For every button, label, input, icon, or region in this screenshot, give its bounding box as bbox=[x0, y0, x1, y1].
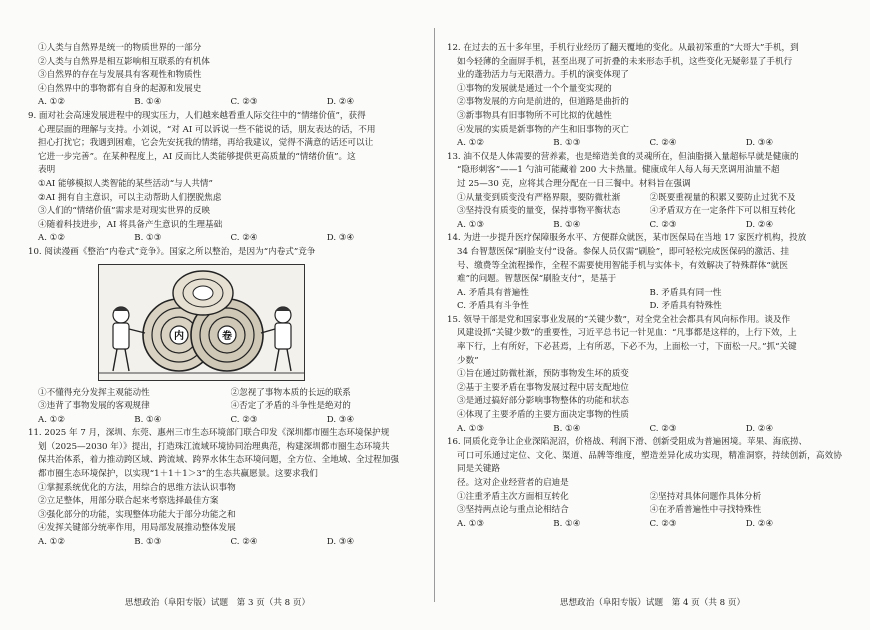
question-text: 风建设抓“关键少数”的重要性，习近平总书记一针见血：“凡事都是这样的，上行下效，上 bbox=[457, 328, 797, 339]
option-line: ②事物发展的方向是前进的，但道路是曲折的 bbox=[457, 97, 629, 108]
option-line: ③坚持没有质变的量变，保持事物平衡状态 bbox=[457, 206, 621, 217]
option-line: ③新事物具有旧事物所不可比拟的优越性 bbox=[457, 110, 612, 121]
choice-d: D. ②④ bbox=[745, 423, 774, 434]
question-text: 12. 在过去的五十多年里，手机行业经历了翻天覆地的变化。从最初笨重的“大哥大”手机，到 bbox=[447, 43, 799, 53]
question-8-choices bbox=[28, 96, 423, 110]
choice-d: D. ③④ bbox=[326, 233, 355, 244]
option-line: ②人类与自然界是相互影响相互联系的有机体 bbox=[38, 56, 210, 67]
question-text: 率下行，上有所好，下必甚焉，上有所恶，下必不为，上面松一寸，下面松一尺。”抓“关键 bbox=[457, 342, 797, 353]
question-text: 表明 bbox=[38, 165, 56, 176]
option-line: ①掌握系统优化的方法，用综合的思维方法认识事物 bbox=[38, 482, 236, 493]
comic-label-juan: 卷 bbox=[222, 330, 232, 342]
question-text: 号、缴费等全流程操作，全程不需要使用智能手机与实体卡，有效解决了特殊群体“就医 bbox=[457, 260, 788, 271]
question-10 bbox=[28, 246, 423, 427]
question-14 bbox=[447, 232, 842, 314]
question-11 bbox=[28, 427, 423, 549]
choice-a: A. ①② bbox=[38, 233, 66, 244]
question-text: 11. 2025 年 7 月，深圳、东莞、惠州三市生态环境部门联合印发《深圳都市圈生态环境保护规 bbox=[28, 428, 390, 439]
option-line: ④否定了矛盾的斗争性是绝对的 bbox=[230, 401, 351, 412]
question-16 bbox=[447, 436, 842, 531]
question-text: 都市圈生态环境保护，以实现“1＋1＋1＞3”的生态共赢愿景。这要求我们 bbox=[38, 469, 318, 480]
question-text: 难”的问题。智慧医保“刷脸支付”，是基于 bbox=[457, 274, 617, 285]
option-line: ①人类与自然界是统一的物质世界的一部分 bbox=[38, 43, 202, 53]
option-line: ②立足整体，用部分联合起来考察选择最佳方案 bbox=[38, 496, 219, 507]
page-footer: 思想政治（阜阳专版）试题 第 3 页（共 8 页） bbox=[124, 598, 311, 608]
choice-b: B. ①③ bbox=[134, 537, 162, 548]
exam-page-4 bbox=[435, 0, 870, 630]
option-line: ②坚持对具体问题作具体分析 bbox=[649, 491, 762, 502]
question-12 bbox=[447, 42, 842, 151]
comic-drawing bbox=[99, 265, 304, 380]
choice-d: D. ②④ bbox=[745, 219, 774, 230]
option-line: D. 矛盾具有特殊性 bbox=[649, 301, 722, 312]
option-line: ①不懂得充分发挥主观能动性 bbox=[38, 387, 150, 398]
spiral-roll-top bbox=[173, 271, 233, 315]
choice-c: C. ②③ bbox=[649, 219, 677, 230]
question-text: “隐形刺客”——1 勺油可能藏着 200 大卡热量。健康成年人每人每天烹调用油量不超 bbox=[457, 165, 780, 176]
choice-a: A. ①③ bbox=[457, 518, 485, 529]
question-15 bbox=[447, 314, 842, 436]
comic-illustration bbox=[98, 264, 305, 381]
option-line: ④随着科技进步，AI 将具备产生意识的生理基础 bbox=[38, 219, 223, 230]
choice-b: B. ①④ bbox=[553, 518, 581, 529]
choice-b: B. ①④ bbox=[553, 423, 581, 434]
question-text: 14. 为进一步提升医疗保障服务水平、方便群众就医，某市医保局在当地 17 家医疗机构，投放 bbox=[447, 233, 807, 244]
question-text: 业的蓬勃活力与无限潜力。手机的演变体现了 bbox=[457, 70, 629, 81]
choice-b: B. ①③ bbox=[553, 138, 581, 149]
option-line: ③违背了事物发展的客观规律 bbox=[38, 401, 150, 412]
question-text: 可口可乐通过定位、文化、渠道、品牌等维度，塑造差异化成功实现，精准洞察，持续创新，高效协同是关键路 bbox=[457, 450, 842, 475]
choice-c: C. ②③ bbox=[649, 518, 677, 529]
question-text: 保共治体系，着力推动跨区域、跨流域、跨界水体生态环境问题，全方位、全地域、全过程加强 bbox=[38, 455, 399, 466]
question-text: 如今轻薄的全面屏手机，甚至出现了可折叠的未来形态手机，这些变化无疑彰显了手机行 bbox=[457, 56, 793, 67]
choice-b: B. ①③ bbox=[134, 233, 162, 244]
choice-d: D. ③④ bbox=[745, 138, 774, 149]
option-line: ④自然界中的事物都有自身的起源和发展史 bbox=[38, 83, 202, 94]
option-line: ③坚持两点论与重点论相结合 bbox=[457, 505, 569, 516]
comic-label-nei: 内 bbox=[174, 330, 184, 342]
option-line: ②AI 拥有自主意识，可以主动帮助人们摆脱焦虑 bbox=[38, 192, 222, 203]
option-line: ①事物的发展就是通过一个个量变实现的 bbox=[457, 83, 612, 94]
option-line: ③强化部分的功能，实现整体功能大于部分功能之和 bbox=[38, 509, 236, 520]
option-line: ③是通过搞好部分影响事物整体的功能和状态 bbox=[457, 396, 629, 407]
person-right bbox=[261, 307, 291, 371]
option-line: ④在矛盾普遍性中寻找特殊性 bbox=[649, 505, 762, 516]
choice-c: C. ②③ bbox=[230, 414, 258, 425]
choice-a: A. ①② bbox=[38, 414, 66, 425]
choice-a: A. ①② bbox=[457, 138, 485, 149]
choice-a: A. ①② bbox=[38, 537, 66, 548]
question-text: 10. 阅读漫画《整治“内卷式”竞争》。国家之所以整治，是因为“内卷式”竞争 bbox=[28, 246, 316, 257]
choice-c: C. ②④ bbox=[230, 233, 258, 244]
choice-c: C. ②③ bbox=[649, 423, 677, 434]
question-13-choices bbox=[447, 219, 842, 233]
question-text: 径。这对企业经营者的启迪是 bbox=[457, 478, 569, 488]
choice-d: D. ②④ bbox=[745, 518, 774, 529]
question-10-choices bbox=[28, 414, 423, 428]
option-line: C. 矛盾具有斗争性 bbox=[457, 301, 529, 312]
page-footer: 思想政治（阜阳专版）试题 第 4 页（共 8 页） bbox=[559, 598, 746, 608]
question-text: 心理层面的理解与支持。小刘说，“对 AI 可以诉说一些不能说的话，朋友表达的话，不用 bbox=[38, 124, 376, 135]
question-14-options bbox=[447, 287, 842, 314]
choice-a: A. ①③ bbox=[457, 219, 485, 230]
question-13 bbox=[447, 151, 842, 233]
option-line: B. 矛盾具有同一性 bbox=[649, 287, 722, 298]
option-line: ③自然界的存在与发展具有客观性和物质性 bbox=[38, 70, 202, 81]
option-line: ①AI 能够模拟人类智能的某些活动“与人共情” bbox=[38, 178, 213, 189]
option-line: ②忽视了事物本质的长远的联系 bbox=[230, 387, 351, 398]
choice-d: D. ②④ bbox=[326, 97, 355, 108]
option-line: ④发挥关键部分统率作用，用局部发展推动整体发展 bbox=[38, 523, 236, 534]
option-line: A. 矛盾具有普遍性 bbox=[457, 287, 529, 298]
question-11-choices bbox=[28, 536, 423, 550]
question-text: 16. 同质化竞争让企业深陷泥沼，价格战、利润下滑、创新受阻成为普遍困境。苹果、海底捞、 bbox=[447, 437, 808, 448]
choice-b: B. ①④ bbox=[134, 97, 162, 108]
question-text: 34 台智慧医保“刷脸支付”设备。参保人员仅需“刷脸”，即可轻松完成医保码的激活、挂 bbox=[457, 246, 790, 257]
choice-d: D. ③④ bbox=[326, 537, 355, 548]
question-text: 过 25—30 克，应将其合理分配在一日三餐中。材料旨在强调 bbox=[457, 178, 691, 189]
question-text: 13. 油不仅是人体需要的营养素，也是缔造美食的灵魂所在，但油脂摄入量超标早就是健康的 bbox=[447, 151, 799, 162]
option-line: ②既要重视量的积累又要防止过犹不及 bbox=[649, 192, 796, 203]
choice-b: B. ①④ bbox=[553, 219, 581, 230]
question-text: 15. 领导干部是党和国家事业发展的“关键少数”，对全党全社会都具有风向标作用。谈及作 bbox=[447, 314, 791, 325]
question-12-choices bbox=[447, 137, 842, 151]
choice-c: C. ②④ bbox=[230, 537, 258, 548]
choice-a: A. ①③ bbox=[457, 423, 485, 434]
option-line: ④体现了主要矛盾的主要方面决定事物的性质 bbox=[457, 410, 629, 421]
person-left bbox=[113, 307, 145, 371]
question-text: 担心打扰它；我遇到困难，它会先安抚我的情绪，再给我建议，觉得不满意的话还可以让 bbox=[38, 138, 374, 149]
question-9-choices bbox=[28, 232, 423, 246]
choice-c: C. ②③ bbox=[230, 97, 258, 108]
question-text: 划（2025—2030 年）》提出，打造珠江流域环境协同治理典范，构建深圳都市圈生态环境共 bbox=[38, 441, 390, 452]
option-line: ①从量变到质变没有严格界限，要防微杜渐 bbox=[457, 192, 621, 203]
question-16-options bbox=[447, 491, 842, 518]
option-line: ①旨在通过防微杜渐，预防事物发生坏的质变 bbox=[457, 369, 629, 380]
choice-b: B. ①④ bbox=[134, 414, 162, 425]
question-16-choices bbox=[447, 518, 842, 532]
option-line: ④发展的实质是新事物的产生和旧事物的灭亡 bbox=[457, 124, 629, 135]
question-9 bbox=[28, 110, 423, 246]
question-text: 少数” bbox=[457, 355, 479, 366]
option-line: ③人们的“情绪价值”需求是对现实世界的反映 bbox=[38, 206, 211, 217]
question-text: 它进一步完善”。在某种程度上，AI 反而比人类能够提供更高质量的“情绪价值”。这 bbox=[38, 151, 356, 162]
option-line: ②基于主要矛盾在事物发展过程中居支配地位 bbox=[457, 382, 629, 393]
question-8-options bbox=[28, 42, 423, 96]
option-line: ①注重矛盾主次方面相互转化 bbox=[457, 491, 569, 502]
question-13-options bbox=[447, 192, 842, 219]
question-15-choices bbox=[447, 423, 842, 437]
choice-a: A. ①② bbox=[38, 97, 66, 108]
question-10-options bbox=[28, 387, 423, 414]
choice-c: C. ②④ bbox=[649, 138, 677, 149]
option-line: ④矛盾双方在一定条件下可以相互转化 bbox=[649, 206, 796, 217]
question-text: 9. 面对社会高速发展进程中的现实压力，人们越来越看重人际交往中的“情绪价值”，获得 bbox=[28, 110, 366, 121]
choice-d: D. ③④ bbox=[326, 414, 355, 425]
